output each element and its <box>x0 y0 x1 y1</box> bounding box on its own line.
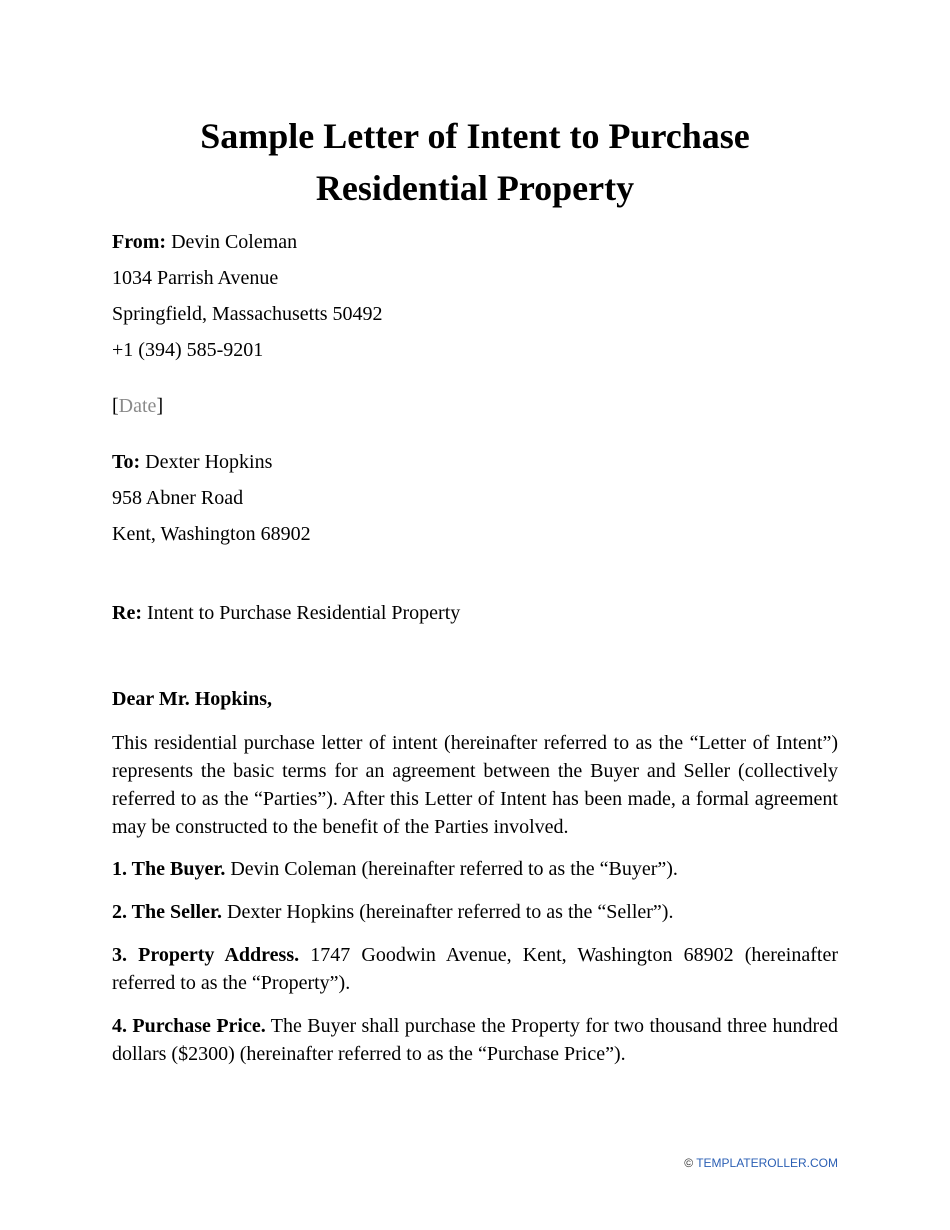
recipient-city: Kent, Washington 68902 <box>112 523 311 545</box>
document-title <box>112 110 838 214</box>
clause-heading: 3. Property Address. <box>112 944 300 966</box>
recipient-name: Dexter Hopkins <box>145 451 273 473</box>
recipient-label: To: <box>112 451 141 473</box>
sender-label: From: <box>112 231 167 253</box>
date-field[interactable] <box>112 394 163 418</box>
footer-credit <box>684 1155 838 1171</box>
footer-brand-link[interactable]: TEMPLATEROLLER.COM <box>696 1156 838 1170</box>
clause-seller <box>112 898 838 926</box>
title-line-2: Residential Property <box>315 168 635 208</box>
clause-property-address <box>112 941 838 997</box>
clause-heading: 2. The Seller. <box>112 901 223 923</box>
recipient-name-line <box>112 450 272 474</box>
date-placeholder: Date <box>118 395 157 417</box>
title-line-1: Sample Letter of Intent to Purchase <box>200 116 750 156</box>
clause-text: 1747 Goodwin Avenue, Kent, Washington 68902 (hereinafter referred to as the “Property”). <box>112 944 838 994</box>
clause-text: The Buyer shall purchase the Property for two thousand three hundred dollars ($2300) (hereinafter referred to as the “Purchase Price”). <box>112 1015 838 1065</box>
recipient-street: 958 Abner Road <box>112 487 244 509</box>
clause-heading: 1. The Buyer. <box>112 858 226 880</box>
subject-text: Intent to Purchase Residential Property <box>146 602 461 624</box>
date-open-bracket: [ <box>112 395 119 417</box>
intro-paragraph: This residential purchase letter of intent (hereinafter referred to as the “Letter of Intent”) represents the basic terms for an agreement between the Buyer and Seller (collectively referred to as the “Parties”). After this Letter of Intent has been made, a formal agreement may be constructed to the benefit of the Parties involved. <box>112 732 838 838</box>
subject-line <box>112 601 460 625</box>
salutation-text: Dear Mr. Hopkins, <box>112 688 273 710</box>
sender-name: Devin Coleman <box>171 231 298 253</box>
clause-heading: 4. Purchase Price. <box>112 1015 266 1037</box>
clause-purchase-price <box>112 1012 838 1068</box>
clause-text: Dexter Hopkins (hereinafter referred to as the “Seller”). <box>227 901 674 923</box>
salutation <box>112 687 272 711</box>
copyright-symbol: © <box>684 1156 694 1170</box>
clause-buyer <box>112 855 838 883</box>
sender-city: Springfield, Massachusetts 50492 <box>112 303 383 325</box>
sender-phone: +1 (394) 585-9201 <box>112 339 264 361</box>
clause-text: Devin Coleman (hereinafter referred to as the “Buyer”). <box>230 858 678 880</box>
date-close-bracket: ] <box>156 395 164 417</box>
sender-name-line <box>112 230 297 254</box>
subject-label: Re: <box>112 602 142 624</box>
sender-street: 1034 Parrish Avenue <box>112 267 279 289</box>
